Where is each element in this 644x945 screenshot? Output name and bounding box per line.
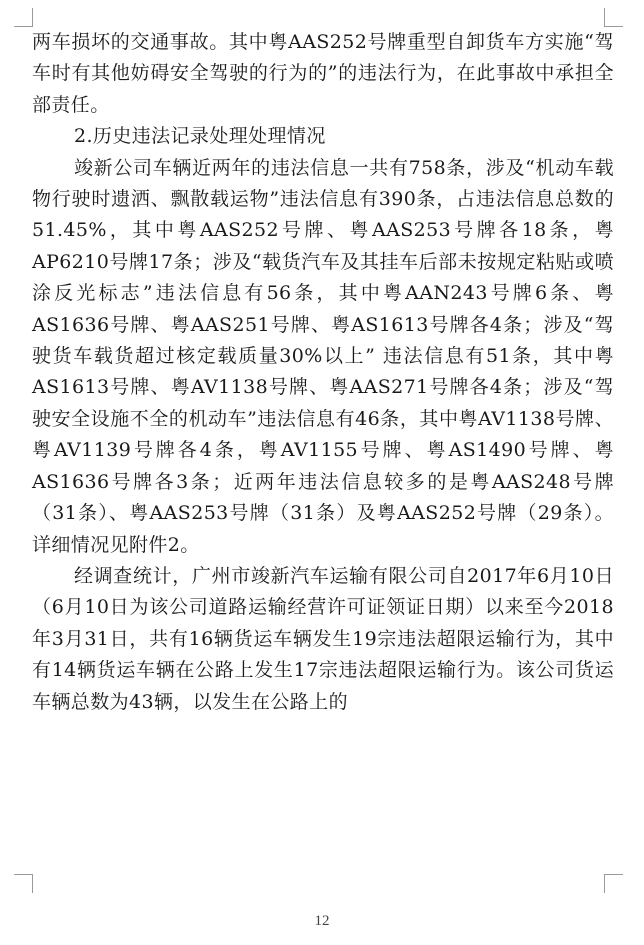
paragraph-accident-continuation: 两车损坏的交通事故。其中粤AAS252号牌重型自卸货车方实施“驾车时有其他妨碍安全驾驶的行为的”的违法行为，在此事故中承担全部责任。 <box>32 31 614 116</box>
paragraph-violation-statistics: 竣新公司车辆近两年的违法信息一共有758条，涉及“机动车载物行驶时遗洒、飘散载运物”违法信息有390条，占违法信息总数的51.45%，其中粤AAS252号牌、粤AAS253号牌各18条，粤AP6210号牌17条；涉及“载货汽车及其挂车后部未按规定粘贴或喷涂反光标志”违法信息有56条，其中粤AAN243号牌6条、粤AS1636号牌、粤AAS251号牌、粤AS1613号牌各4条；涉及“驾驶货车载货超过核定载质量30%以上” 违法信息有51条，其中粤AS1613号牌、粤AV1138号牌、粤AAS271号牌各4条；涉及“驾驶安全设施不全的机动车”违法信息有46条，其中粤AV1138号牌、粤AV1139号牌各4条，粤AV1155号牌、粤AS1490号牌、粤AS1636号牌各3条；近两年违法信息较多的是粤AAS248号牌（31条）、粤AAS253号牌（31条）及粤AAS252号牌（29条）。详细情况见附件2。 <box>32 156 614 556</box>
document-body <box>32 10 614 718</box>
crop-mark-bottom-left <box>14 874 33 893</box>
section-heading-violation-records: 2.历史违法记录处理处理情况 <box>74 125 326 148</box>
crop-mark-bottom-right <box>604 874 623 893</box>
crop-mark-top-left <box>14 8 33 27</box>
paragraph-overload-investigation: 经调查统计，广州市竣新汽车运输有限公司自2017年6月10日（6月10日为该公司道路运输经营许可证领证日期）以来至今2018年3月31日，共有16辆货运车辆发生19宗违法超限运输行为，其中有14辆货运车辆在公路上发生17宗违法超限运输行为。该公司货运车辆总数为43辆，以发生在公路上的 <box>32 564 614 713</box>
page-number: 12 <box>314 913 330 929</box>
